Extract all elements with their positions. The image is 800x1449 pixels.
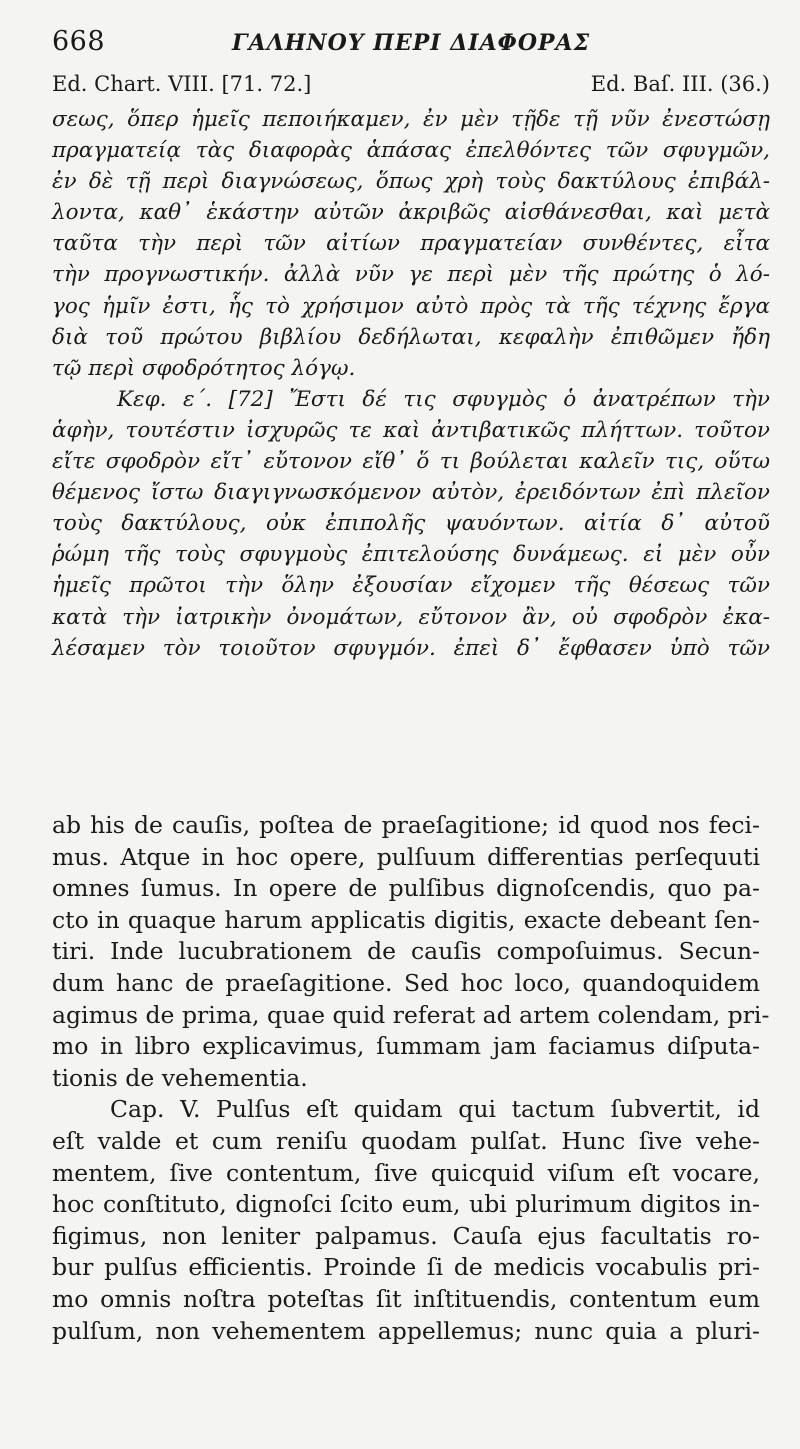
latin-line: mo omnis noſtra poteſtas ſit inſtituendis, contentum eum: [52, 1284, 760, 1313]
latin-line: tiri. Inde lucubrationem de cauſis compoſuimus. Secun-: [52, 937, 760, 966]
greek-line: κατὰ τὴν ἰατρικὴν ὀνομάτων, εὔτονον ἂν, οὐ σφοδρὸν ἐκα-: [52, 604, 770, 630]
latin-line: ab his de cauſis, poſtea de praeſagitione; id quod nos feci-: [52, 811, 760, 839]
latin-chapter-heading-line: Cap. V. Pulſus eſt quidam qui tactum ſubvertit, id: [110, 1095, 760, 1124]
page-number: 668: [52, 26, 106, 57]
latin-line: mentem, ſive contentum, ſive quicquid viſum eſt vocare,: [52, 1158, 760, 1187]
greek-line: εἴτε σφοδρὸν εἴτ᾽ εὔτονον εἴθ᾽ ὅ τι βούλεται καλεῖν τις, οὕτω: [52, 449, 770, 475]
latin-line: dum hanc de praeſagitione. Sed hoc loco, quandoquidem: [52, 968, 760, 997]
greek-line: διὰ τοῦ πρώτου βιβλίου δεδήλωται, κεφαλὴν ἐπιθῶμεν ἤδη: [52, 324, 770, 350]
greek-line: τῷ περὶ σφοδρότητος λόγῳ.: [52, 355, 356, 381]
greek-line: τοὺς δακτύλους, οὐκ ἐπιπολῆς ψαυόντων. αἰτία δ᾽ αὐτοῦ: [52, 511, 770, 537]
greek-line: θέμενος ἴστω διαγιγνωσκόμενον αὐτὸν, ἐρειδόντων ἐπὶ πλεῖον: [52, 480, 770, 506]
latin-line: mo in libro explicavimus, ſummam jam faciamus diſputa-: [52, 1032, 760, 1061]
greek-line: λέσαμεν τὸν τοιοῦτον σφυγμόν. ἐπεὶ δ᾽ ἔφθασεν ὑπὸ τῶν: [52, 635, 770, 661]
latin-line: agimus de prima, quae quid referat ad artem colendam, pri-: [52, 1000, 770, 1029]
greek-chapter-heading-line: Κεφ. ε΄. [72] Ἔστι δέ τις σφυγμὸς ὁ ἀνατρέπων τὴν: [117, 386, 770, 412]
latin-line: omnes ſumus. In opere de pulſibus dignoſcendis, quo pa-: [52, 874, 760, 903]
latin-line: tionis de vehementia.: [52, 1063, 308, 1092]
greek-text-block: [52, 104, 770, 664]
running-title: ΓΑΛΗΝΟΥ ΠΕΡΙ ΔΙΑΦΟΡΑΣ: [232, 30, 591, 56]
greek-line: πραγματείᾳ τὰς διαφορὰς ἁπάσας ἐπελθόντες τῶν σφυγμῶν,: [52, 138, 770, 164]
greek-line: σεως, ὅπερ ἡμεῖς πεποιήκαμεν, ἐν μὲν τῇδε τῇ νῦν ἐνεστώσῃ: [52, 107, 770, 132]
latin-line: bur pulſus efficientis. Proinde ſi de medicis vocabulis pri-: [52, 1253, 760, 1282]
greek-line: τὴν προγνωστικήν. ἀλλὰ νῦν γε περὶ μὲν τῆς πρώτης ὁ λό-: [52, 262, 770, 288]
greek-line: ἡμεῖς πρῶτοι τὴν ὅλην ἐξουσίαν εἴχομεν τῆς θέσεως τῶν: [52, 573, 770, 599]
edition-basel-reference: Ed. Baſ. III. (36.): [590, 72, 770, 96]
greek-line: ἁφὴν, τουτέστιν ἰσχυρῶς τε καὶ ἀντιβατικῶς πλήττων. τοῦτον: [52, 417, 770, 443]
page-header: [52, 24, 772, 64]
greek-line: γος ἡμῖν ἐστι, ἧς τὸ χρήσιμον αὐτὸ πρὸς τὰ τῆς τέχνης ἔργα: [52, 293, 770, 319]
latin-line: cto in quaque harum applicatis digitis, exacte debeant ſen-: [52, 905, 760, 934]
latin-line: figimus, non leniter palpamus. Cauſa ejus facultatis ro-: [52, 1221, 760, 1250]
greek-line: ἐν δὲ τῇ περὶ διαγνώσεως, ὅπως χρὴ τοὺς δακτύλους ἐπιβάλ-: [52, 169, 770, 195]
greek-line: ῥώμη τῆς τοὺς σφυγμοὺς ἐπιτελούσης δυνάμεως. εἰ μὲν οὖν: [52, 542, 770, 568]
latin-line: mus. Atque in hoc opere, pulſuum differentias perſequuti: [52, 842, 760, 871]
greek-line: ταῦτα τὴν περὶ τῶν αἰτίων πραγματείαν συνθέντες, εἶτα: [52, 231, 770, 257]
edition-reference-line: [52, 72, 770, 104]
latin-line: eſt valde et cum reniſu quodam pulſat. Hunc ſive vehe-: [52, 1126, 760, 1155]
latin-text-block: [52, 810, 770, 1347]
latin-line: pulſum, non vehementem appellemus; nunc quia a pluri-: [52, 1316, 760, 1345]
latin-line: hoc conſtituto, dignoſci ſcito eum, ubi plurimum digitos in-: [52, 1190, 760, 1219]
edition-chartier-reference: Ed. Chart. VIII. [71. 72.]: [52, 72, 312, 96]
greek-line: λοντα, καθ᾽ ἑκάστην αὐτῶν ἀκριβῶς αἰσθάνεσθαι, καὶ μετὰ: [52, 200, 770, 226]
